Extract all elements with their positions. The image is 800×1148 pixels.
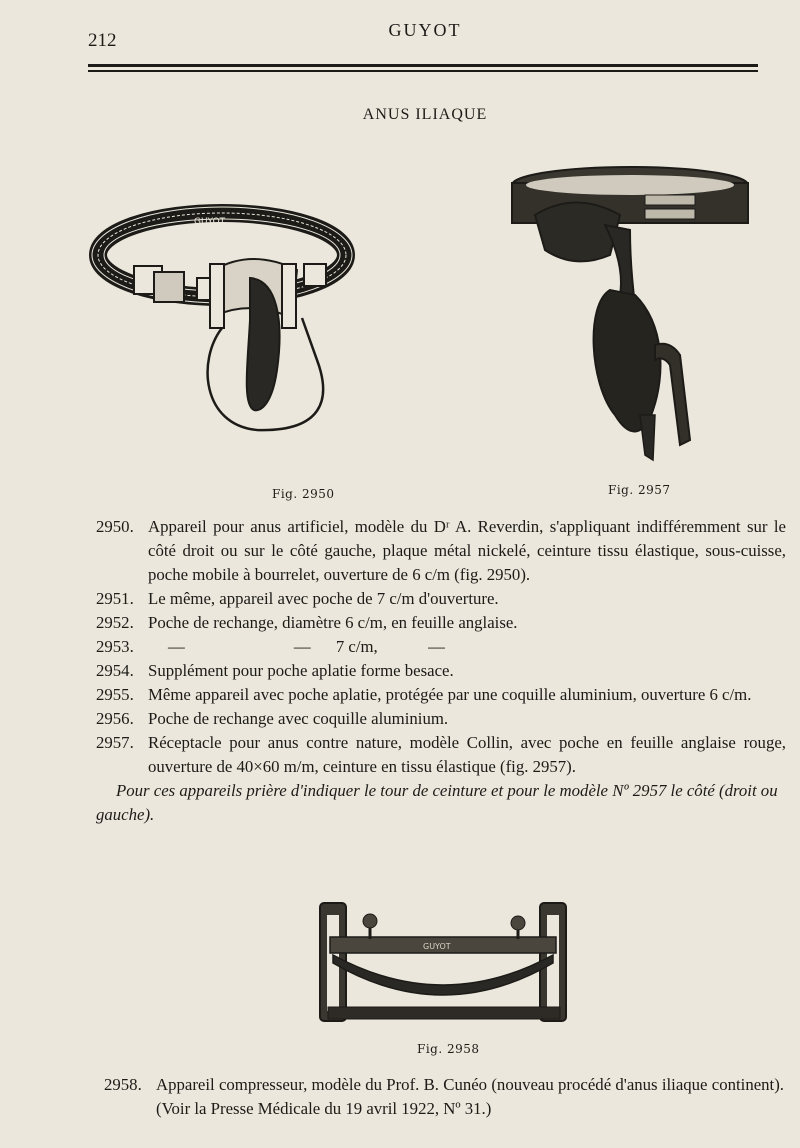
entry-2958 — [104, 1073, 784, 1121]
entry-text: Appareil pour anus artificiel, modèle du Dʳ A. Reverdin, s'appliquant indifféremment sur le côté droit ou sur le côté gauche, plaque métal nickelé, ceinture tissu élastique, sous-cuisse, poche mobile à bourrelet, ouverture de 6 c/m (fig. 2950). — [148, 517, 786, 584]
entry-number: 2954. — [96, 661, 134, 680]
entry-text: Même appareil avec poche aplatie, protégée par une coquille aluminium, ouverture 6 c/m. — [148, 685, 752, 704]
entry-2950 — [96, 515, 786, 587]
entry-text: Supplément pour poche aplatie forme besace. — [148, 661, 454, 680]
entry-2952 — [96, 611, 786, 635]
ordering-note: Pour ces appareils prière d'indiquer le tour de ceinture et pour le modèle Nº 2957 le côté (droit ou gauche). — [96, 781, 778, 824]
catalog-entries — [96, 515, 786, 827]
header-rule-thin — [88, 70, 758, 72]
fig-2950-caption: Fig. 2950 — [272, 487, 335, 501]
entry-2954 — [96, 659, 786, 683]
svg-text:GUYOT: GUYOT — [194, 217, 226, 227]
fig-2958-caption: Fig. 2958 — [417, 1042, 480, 1056]
entry-number: 2957. — [96, 733, 134, 752]
entry-2951 — [96, 587, 786, 611]
entry-number: 2950. — [96, 517, 134, 536]
entry-number: 2958. — [104, 1075, 142, 1094]
fig-2957-caption: Fig. 2957 — [608, 483, 671, 497]
svg-text:GUYOT: GUYOT — [423, 942, 451, 951]
entry-number: 2953. — [96, 637, 134, 656]
entry-text: Appareil compresseur, modèle du Prof. B. Cunéo (nouveau procédé d'anus iliaque continent). (Voir la Presse Médicale du 19 avril 1922, Nº 31.) — [156, 1075, 784, 1118]
entry-text: Poche de rechange avec coquille aluminium. — [148, 709, 449, 728]
entry-number: 2952. — [96, 613, 134, 632]
entry-2957 — [96, 731, 786, 779]
figure-2958-illustration — [318, 895, 568, 1025]
figure-2957-illustration — [505, 155, 755, 470]
entry-number: 2955. — [96, 685, 134, 704]
entry-text: Le même, appareil avec poche de 7 c/m d'ouverture. — [148, 589, 499, 608]
entry-2955 — [96, 683, 786, 707]
entry-2956 — [96, 707, 786, 731]
section-title: ANUS ILIAQUE — [362, 106, 488, 123]
page-number: 212 — [88, 30, 117, 51]
entry-number: 2951. — [96, 589, 134, 608]
header-rule — [88, 64, 758, 67]
entry-number: 2956. — [96, 709, 134, 728]
entry-text: Poche de rechange, diamètre 6 c/m, en feuille anglaise. — [148, 613, 518, 632]
entry-2958-body — [104, 1073, 784, 1121]
entry-text: Réceptacle pour anus contre nature, modèle Collin, avec poche en feuille anglaise rouge, ouverture de 40×60 m/m, ceinture en tissu élastique (fig. 2957). — [148, 733, 786, 776]
figure-2950-illustration — [92, 200, 362, 440]
entry-text: — — 7 c/m, — — [168, 637, 445, 656]
entry-2953 — [96, 635, 786, 659]
running-title: GUYOT — [388, 20, 462, 40]
